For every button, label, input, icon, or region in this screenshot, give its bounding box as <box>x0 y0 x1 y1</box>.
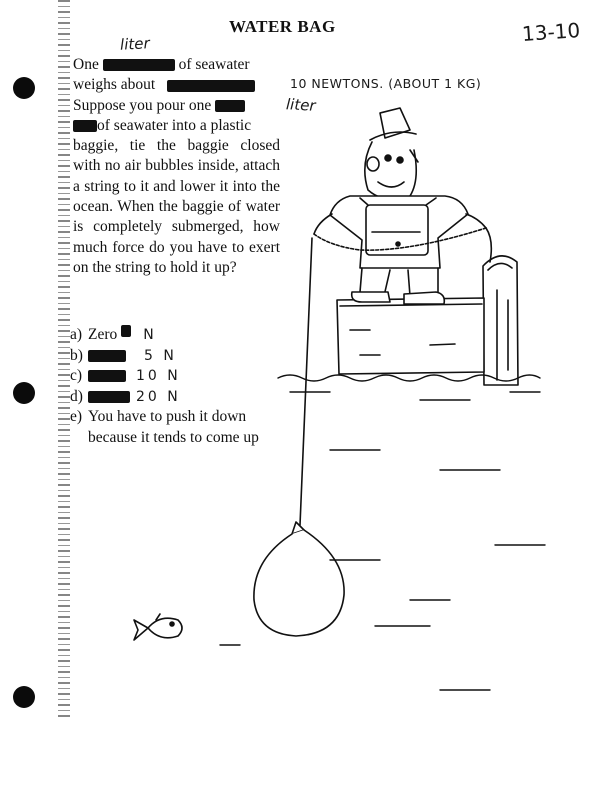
choice-text: You have to push it down because it tends to come up <box>88 408 259 446</box>
page-title: WATER BAG <box>229 17 336 36</box>
choice-letter: d) <box>70 387 83 405</box>
choice-letter: e) <box>70 408 83 425</box>
handwritten-weight-note: 10 NEWTONS. (ABOUT 1 KG) <box>290 76 482 91</box>
question-line1-end: of seawater <box>178 56 250 73</box>
choice-letter: c) <box>70 367 83 384</box>
dock-post <box>483 256 518 385</box>
fisherman <box>314 108 491 304</box>
handwritten-liter-top: liter <box>119 34 151 54</box>
choice-note: 5 N <box>144 347 177 364</box>
choice-text: Zero <box>88 326 118 343</box>
choice-note: 20 N <box>136 388 181 405</box>
question-line3-start: Suppose you pour one <box>73 96 212 114</box>
choice-note: N <box>143 327 154 343</box>
question-line1-start: One <box>73 56 99 73</box>
question-line2-start: weighs about <box>73 76 156 94</box>
choice-letter: a) <box>70 326 83 343</box>
page-number-handwritten: 13-10 <box>521 18 581 46</box>
question-rest: baggie, tie the baggie closed with no air bubbles inside, attach a string to it and lower it into the ocean. When the baggie of water is completely submerged, how much force do you have to exert on the string to hold it up? <box>73 137 280 276</box>
fish <box>134 614 182 640</box>
handwritten-liter-side: liter <box>285 95 317 115</box>
question-line4-end: of seawater into a plastic <box>97 116 252 134</box>
choice-letter: b) <box>70 346 83 364</box>
dock-platform <box>337 298 484 374</box>
string <box>300 238 312 525</box>
water-bag <box>254 522 344 636</box>
choice-note: 10 N <box>136 368 181 384</box>
water-lines <box>220 375 545 690</box>
